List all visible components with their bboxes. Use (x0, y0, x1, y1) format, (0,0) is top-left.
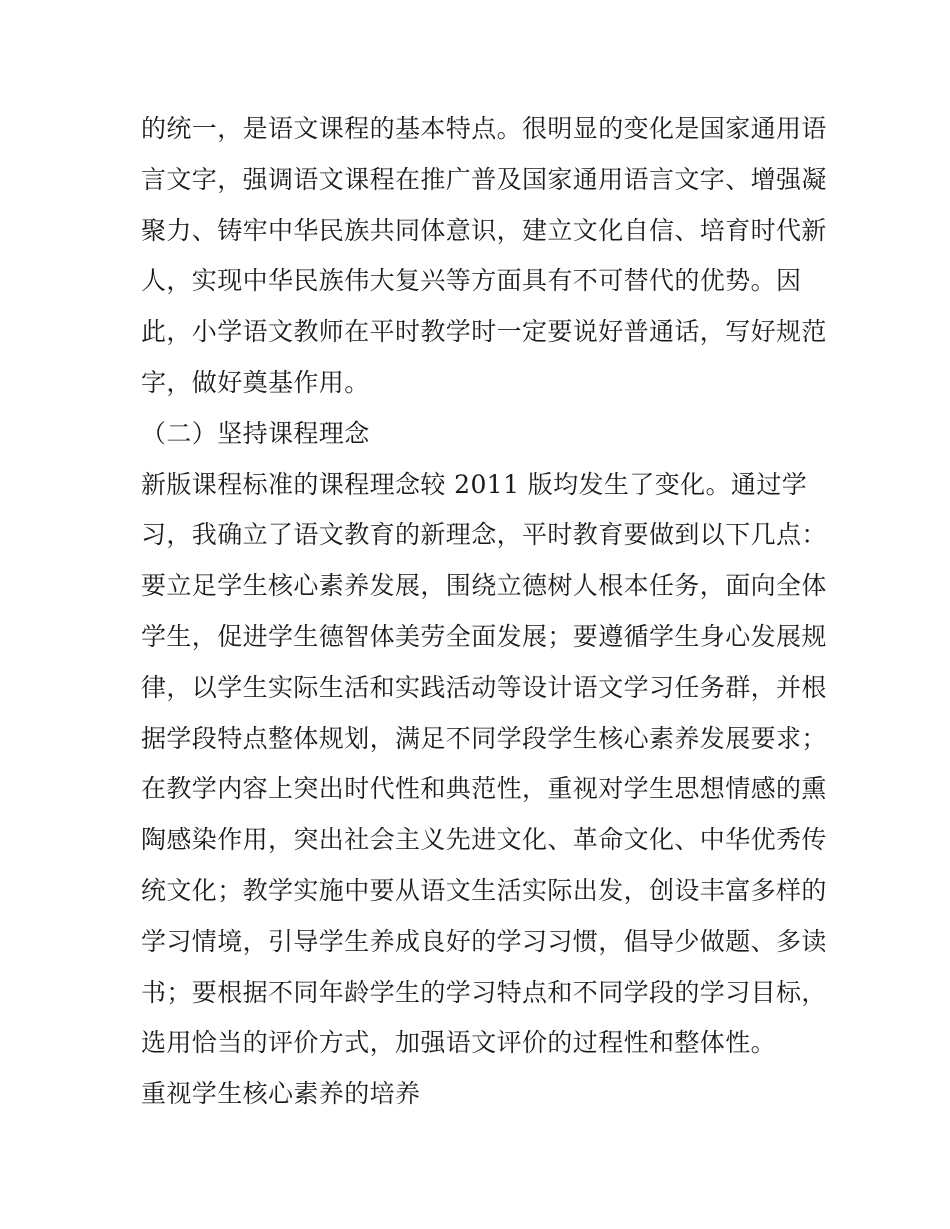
text-line: 要立足学生核心素养发展，围绕立德树人根本任务，面向全体 (141, 571, 827, 601)
text-line: 律，以学生实际生活和实践活动等设计语文学习任务群，并根 (141, 672, 827, 702)
text-line: 的统一，是语文课程的基本特点。很明显的变化是国家通用语 (141, 114, 827, 143)
text-line: 新版课程标准的课程理念较 2011 版均发生了变化。通过学 (141, 469, 808, 499)
text-line: 统文化；教学实施中要从语文生活实际出发，创设丰富多样的 (141, 875, 827, 905)
text-line: 学习情境，引导学生养成良好的学习习惯，倡导少做题、多读 (141, 926, 827, 956)
text-line: 在教学内容上突出时代性和典范性，重视对学生思想情感的熏 (141, 774, 827, 804)
text-line: 言文字，强调语文课程在推广普及国家通用语言文字、增强凝 (141, 164, 827, 194)
section-heading: （二）坚持课程理念 (141, 418, 370, 448)
text-line: 字，做好奠基作用。 (141, 367, 370, 397)
text-line: 聚力、铸牢中华民族共同体意识，建立文化自信、培育时代新 (141, 215, 827, 245)
text-line: 据学段特点整体规划，满足不同学段学生核心素养发展要求； (141, 723, 827, 753)
body-text (141, 104, 827, 1120)
section-heading: 重视学生核心素养的培养 (141, 1079, 421, 1109)
text-line: 此，小学语文教师在平时教学时一定要说好普通话，写好规范 (141, 317, 827, 347)
text-line: 学生，促进学生德智体美劳全面发展；要遵循学生身心发展规 (141, 621, 827, 651)
text-line: 陶感染作用，突出社会主义先进文化、革命文化、中华优秀传 (141, 825, 827, 855)
text-line: 选用恰当的评价方式，加强语文评价的过程性和整体性。 (141, 1028, 777, 1058)
text-line: 书；要根据不同年龄学生的学习特点和不同学段的学习目标， (141, 977, 827, 1007)
text-line: 习，我确立了语文教育的新理念，平时教育要做到以下几点： (141, 520, 827, 550)
text-line: 人，实现中华民族伟大复兴等方面具有不可替代的优势。因 (141, 266, 802, 296)
